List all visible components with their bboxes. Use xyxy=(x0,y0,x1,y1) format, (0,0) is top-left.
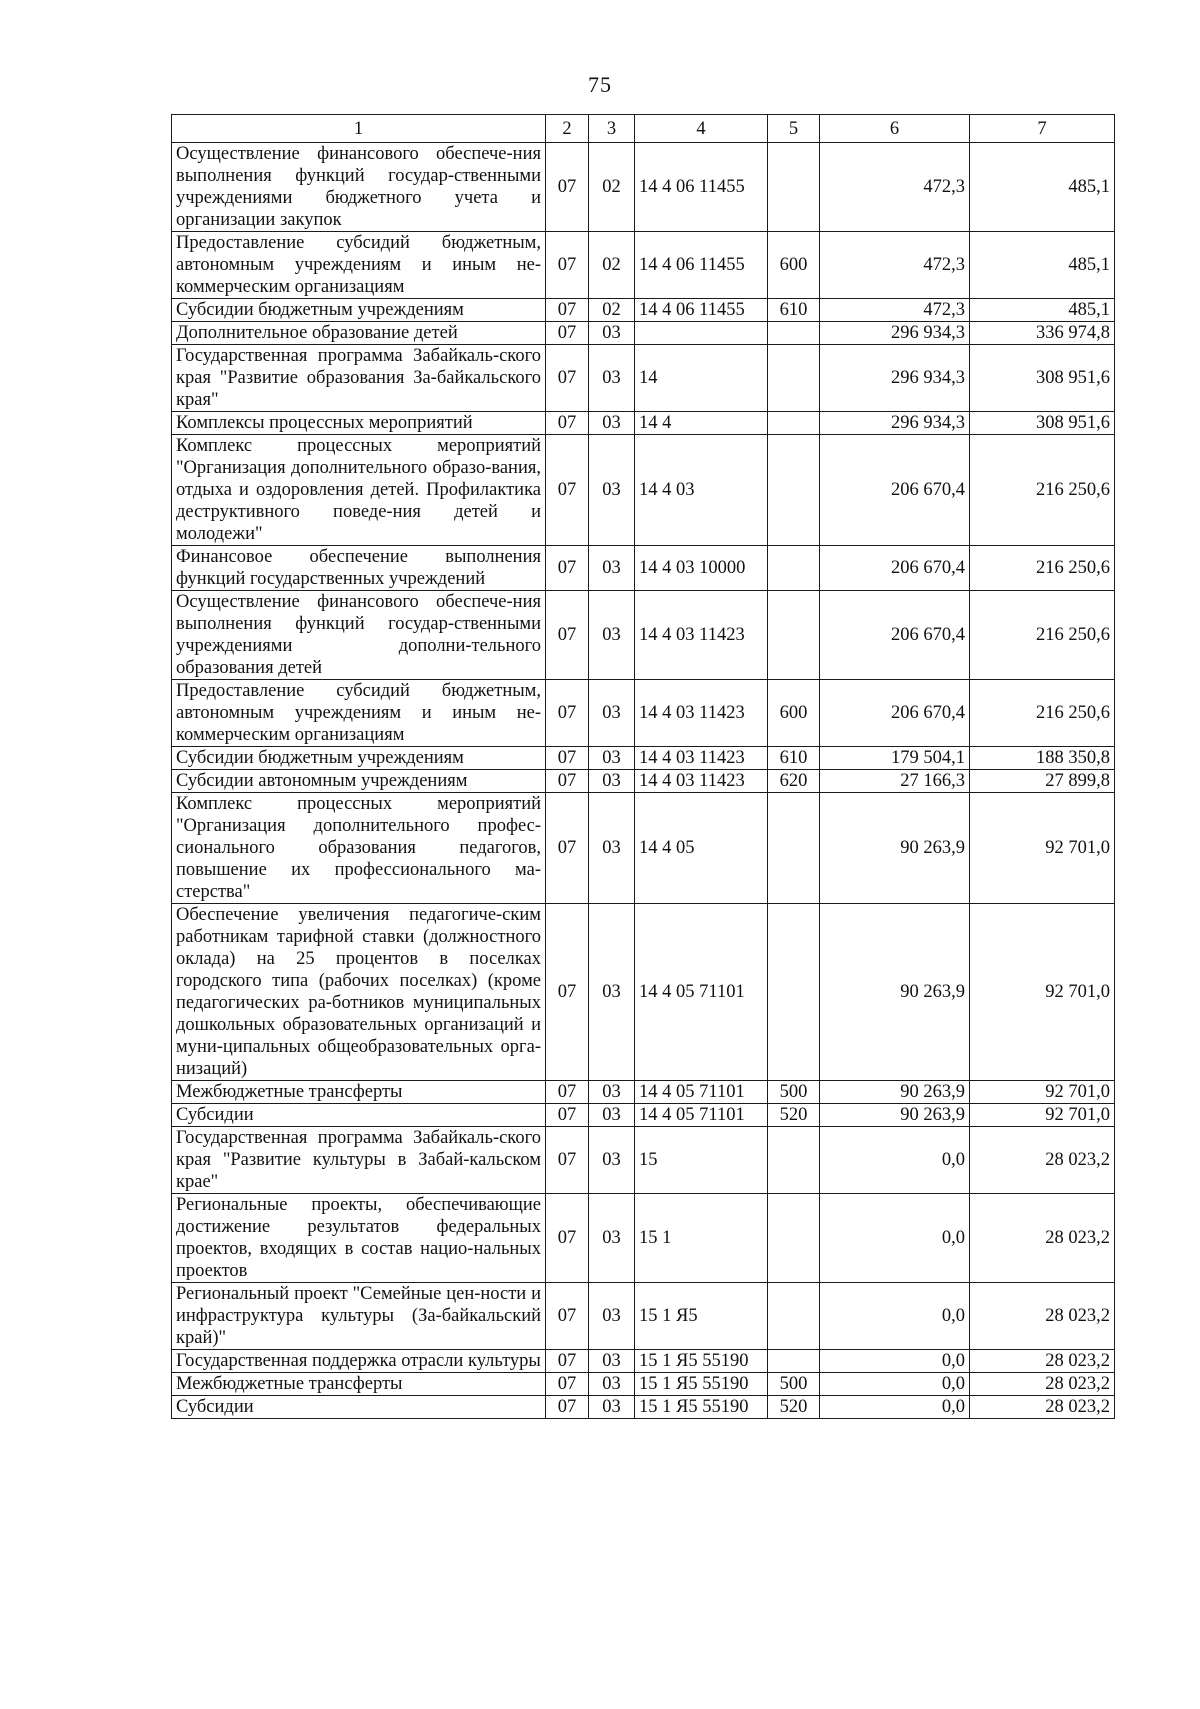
table-row xyxy=(172,143,1115,232)
header-row xyxy=(172,115,1115,143)
section-cell: 07 xyxy=(546,546,589,591)
amount-year1-cell: 90 263,9 xyxy=(820,904,970,1081)
amount-year1-cell: 206 670,4 xyxy=(820,546,970,591)
amount-year2-cell: 28 023,2 xyxy=(970,1283,1115,1350)
target-article-cell: 15 1 Я5 55190 xyxy=(635,1373,768,1396)
subsection-cell: 03 xyxy=(589,1104,635,1127)
amount-year1-cell: 0,0 xyxy=(820,1373,970,1396)
section-cell: 07 xyxy=(546,412,589,435)
amount-year1-cell: 0,0 xyxy=(820,1127,970,1194)
subsection-cell: 03 xyxy=(589,770,635,793)
amount-year2-cell: 28 023,2 xyxy=(970,1396,1115,1419)
expense-type-cell xyxy=(768,143,820,232)
amount-year2-cell: 92 701,0 xyxy=(970,1104,1115,1127)
name-cell: Предоставление субсидий бюджетным, автономным учреждениям и иным не-коммерческим организациям xyxy=(172,680,546,747)
page-number: 75 xyxy=(588,72,612,97)
table-row xyxy=(172,1081,1115,1104)
section-cell: 07 xyxy=(546,1194,589,1283)
expense-type-cell xyxy=(768,1350,820,1373)
amount-year1-cell: 472,3 xyxy=(820,143,970,232)
table-row xyxy=(172,1127,1115,1194)
expense-type-cell: 600 xyxy=(768,232,820,299)
amount-year2-cell: 28 023,2 xyxy=(970,1194,1115,1283)
expense-type-cell xyxy=(768,793,820,904)
name-cell: Региональные проекты, обеспечивающие достижение результатов федеральных проектов, входящих в состав нацио-нальных проектов xyxy=(172,1194,546,1283)
subsection-cell: 03 xyxy=(589,546,635,591)
table-row xyxy=(172,1350,1115,1373)
target-article-cell: 14 4 05 71101 xyxy=(635,1081,768,1104)
name-cell: Субсидии бюджетным учреждениям xyxy=(172,299,546,322)
table-row xyxy=(172,412,1115,435)
table-row xyxy=(172,1396,1115,1419)
name-cell: Государственная программа Забайкаль-ского края "Развитие культуры в Забай-кальском крае" xyxy=(172,1127,546,1194)
table-row xyxy=(172,680,1115,747)
header-cell-5: 5 xyxy=(768,115,820,143)
amount-year1-cell: 90 263,9 xyxy=(820,1104,970,1127)
subsection-cell: 03 xyxy=(589,435,635,546)
subsection-cell: 03 xyxy=(589,322,635,345)
subsection-cell: 03 xyxy=(589,747,635,770)
section-cell: 07 xyxy=(546,770,589,793)
expense-type-cell: 610 xyxy=(768,299,820,322)
subsection-cell: 03 xyxy=(589,1373,635,1396)
target-article-cell: 14 4 03 11423 xyxy=(635,747,768,770)
subsection-cell: 02 xyxy=(589,299,635,322)
amount-year1-cell: 0,0 xyxy=(820,1396,970,1419)
expense-type-cell xyxy=(768,345,820,412)
expense-type-cell xyxy=(768,412,820,435)
name-cell: Субсидии xyxy=(172,1104,546,1127)
header-cell-1: 1 xyxy=(172,115,546,143)
amount-year2-cell: 216 250,6 xyxy=(970,435,1115,546)
amount-year1-cell: 90 263,9 xyxy=(820,1081,970,1104)
subsection-cell: 03 xyxy=(589,1350,635,1373)
amount-year2-cell: 28 023,2 xyxy=(970,1127,1115,1194)
name-cell: Осуществление финансового обеспече-ния выполнения функций государ-ственными учреждениями бюджетного учета и организации закупок xyxy=(172,143,546,232)
subsection-cell: 03 xyxy=(589,793,635,904)
amount-year2-cell: 216 250,6 xyxy=(970,546,1115,591)
amount-year2-cell: 308 951,6 xyxy=(970,412,1115,435)
subsection-cell: 03 xyxy=(589,1396,635,1419)
target-article-cell: 15 1 Я5 55190 xyxy=(635,1350,768,1373)
amount-year2-cell: 92 701,0 xyxy=(970,904,1115,1081)
amount-year1-cell: 296 934,3 xyxy=(820,322,970,345)
table-row xyxy=(172,435,1115,546)
section-cell: 07 xyxy=(546,322,589,345)
table-row xyxy=(172,904,1115,1081)
expense-type-cell: 520 xyxy=(768,1396,820,1419)
amount-year2-cell: 188 350,8 xyxy=(970,747,1115,770)
amount-year1-cell: 90 263,9 xyxy=(820,793,970,904)
amount-year2-cell: 27 899,8 xyxy=(970,770,1115,793)
expense-type-cell xyxy=(768,322,820,345)
name-cell: Дополнительное образование детей xyxy=(172,322,546,345)
subsection-cell: 03 xyxy=(589,904,635,1081)
amount-year2-cell: 485,1 xyxy=(970,143,1115,232)
expense-type-cell: 520 xyxy=(768,1104,820,1127)
amount-year2-cell: 216 250,6 xyxy=(970,591,1115,680)
name-cell: Комплекс процессных мероприятий "Организация дополнительного профес-сионального образования педагогов, повышение их профессионального ма-стерства" xyxy=(172,793,546,904)
table-row xyxy=(172,546,1115,591)
table-row xyxy=(172,1104,1115,1127)
target-article-cell: 15 1 Я5 55190 xyxy=(635,1396,768,1419)
amount-year1-cell: 206 670,4 xyxy=(820,435,970,546)
section-cell: 07 xyxy=(546,793,589,904)
expense-type-cell xyxy=(768,1283,820,1350)
section-cell: 07 xyxy=(546,680,589,747)
amount-year1-cell: 0,0 xyxy=(820,1350,970,1373)
subsection-cell: 03 xyxy=(589,1081,635,1104)
target-article-cell: 15 xyxy=(635,1127,768,1194)
table-row xyxy=(172,770,1115,793)
subsection-cell: 03 xyxy=(589,1127,635,1194)
expense-type-cell xyxy=(768,1127,820,1194)
section-cell: 07 xyxy=(546,1396,589,1419)
target-article-cell: 14 4 03 xyxy=(635,435,768,546)
expense-type-cell: 610 xyxy=(768,747,820,770)
amount-year2-cell: 92 701,0 xyxy=(970,793,1115,904)
name-cell: Комплексы процессных мероприятий xyxy=(172,412,546,435)
table-row xyxy=(172,793,1115,904)
target-article-cell xyxy=(635,322,768,345)
subsection-cell: 03 xyxy=(589,1283,635,1350)
section-cell: 07 xyxy=(546,435,589,546)
section-cell: 07 xyxy=(546,299,589,322)
subsection-cell: 02 xyxy=(589,232,635,299)
amount-year1-cell: 0,0 xyxy=(820,1194,970,1283)
header-cell-6: 6 xyxy=(820,115,970,143)
header-cell-2: 2 xyxy=(546,115,589,143)
header-cell-3: 3 xyxy=(589,115,635,143)
name-cell: Предоставление субсидий бюджетным, автономным учреждениям и иным не-коммерческим организациям xyxy=(172,232,546,299)
name-cell: Финансовое обеспечение выполнения функций государственных учреждений xyxy=(172,546,546,591)
amount-year1-cell: 27 166,3 xyxy=(820,770,970,793)
name-cell: Государственная программа Забайкаль-ского края "Развитие образования За-байкальского края" xyxy=(172,345,546,412)
target-article-cell: 14 4 05 xyxy=(635,793,768,904)
target-article-cell: 14 4 03 11423 xyxy=(635,680,768,747)
section-cell: 07 xyxy=(546,904,589,1081)
section-cell: 07 xyxy=(546,232,589,299)
section-cell: 07 xyxy=(546,143,589,232)
table-row xyxy=(172,322,1115,345)
subsection-cell: 03 xyxy=(589,1194,635,1283)
header-cell-7: 7 xyxy=(970,115,1115,143)
table-row xyxy=(172,1194,1115,1283)
subsection-cell: 03 xyxy=(589,345,635,412)
expense-type-cell: 500 xyxy=(768,1081,820,1104)
target-article-cell: 14 4 06 11455 xyxy=(635,299,768,322)
target-article-cell: 15 1 Я5 xyxy=(635,1283,768,1350)
expense-type-cell xyxy=(768,904,820,1081)
amount-year1-cell: 296 934,3 xyxy=(820,345,970,412)
table-row xyxy=(172,232,1115,299)
section-cell: 07 xyxy=(546,345,589,412)
name-cell: Субсидии бюджетным учреждениям xyxy=(172,747,546,770)
subsection-cell: 02 xyxy=(589,143,635,232)
subsection-cell: 03 xyxy=(589,412,635,435)
section-cell: 07 xyxy=(546,1373,589,1396)
section-cell: 07 xyxy=(546,1350,589,1373)
table-row xyxy=(172,299,1115,322)
table-row xyxy=(172,747,1115,770)
amount-year2-cell: 336 974,8 xyxy=(970,322,1115,345)
name-cell: Обеспечение увеличения педагогиче-ским работникам тарифной ставки (должностного оклада) на 25 процентов в поселках городского типа (рабочих поселках) (кроме педагогических ра-ботников муниципальных дошкольных образовательных организаций и муни-ципальных общеобразовательных орга-низаций) xyxy=(172,904,546,1081)
target-article-cell: 14 4 05 71101 xyxy=(635,904,768,1081)
amount-year2-cell: 28 023,2 xyxy=(970,1350,1115,1373)
name-cell: Осуществление финансового обеспече-ния выполнения функций государ-ственными учреждениями дополни-тельного образования детей xyxy=(172,591,546,680)
target-article-cell: 14 4 03 10000 xyxy=(635,546,768,591)
subsection-cell: 03 xyxy=(589,680,635,747)
target-article-cell: 14 xyxy=(635,345,768,412)
name-cell: Субсидии xyxy=(172,1396,546,1419)
header-cell-4: 4 xyxy=(635,115,768,143)
amount-year1-cell: 206 670,4 xyxy=(820,591,970,680)
target-article-cell: 15 1 xyxy=(635,1194,768,1283)
section-cell: 07 xyxy=(546,1081,589,1104)
table-body xyxy=(172,115,1115,1419)
section-cell: 07 xyxy=(546,591,589,680)
amount-year2-cell: 485,1 xyxy=(970,299,1115,322)
section-cell: 07 xyxy=(546,1127,589,1194)
section-cell: 07 xyxy=(546,1104,589,1127)
target-article-cell: 14 4 03 11423 xyxy=(635,591,768,680)
expense-type-cell: 500 xyxy=(768,1373,820,1396)
amount-year1-cell: 206 670,4 xyxy=(820,680,970,747)
name-cell: Комплекс процессных мероприятий "Организация дополнительного образо-вания, отдыха и оздоровления детей. Профилактика деструктивного поведе-ния детей и молодежи" xyxy=(172,435,546,546)
target-article-cell: 14 4 06 11455 xyxy=(635,232,768,299)
name-cell: Субсидии автономным учреждениям xyxy=(172,770,546,793)
table-row xyxy=(172,1283,1115,1350)
expense-type-cell: 620 xyxy=(768,770,820,793)
name-cell: Региональный проект "Семейные цен-ности и инфраструктура культуры (За-байкальский край)" xyxy=(172,1283,546,1350)
name-cell: Государственная поддержка отрасли культуры xyxy=(172,1350,546,1373)
amount-year1-cell: 0,0 xyxy=(820,1283,970,1350)
expense-type-cell xyxy=(768,546,820,591)
name-cell: Межбюджетные трансферты xyxy=(172,1373,546,1396)
table-row xyxy=(172,345,1115,412)
expense-type-cell: 600 xyxy=(768,680,820,747)
budget-table xyxy=(171,114,1115,1419)
amount-year1-cell: 296 934,3 xyxy=(820,412,970,435)
target-article-cell: 14 4 05 71101 xyxy=(635,1104,768,1127)
subsection-cell: 03 xyxy=(589,591,635,680)
section-cell: 07 xyxy=(546,747,589,770)
table-row xyxy=(172,591,1115,680)
amount-year1-cell: 472,3 xyxy=(820,232,970,299)
expense-type-cell xyxy=(768,435,820,546)
target-article-cell: 14 4 06 11455 xyxy=(635,143,768,232)
amount-year2-cell: 92 701,0 xyxy=(970,1081,1115,1104)
name-cell: Межбюджетные трансферты xyxy=(172,1081,546,1104)
target-article-cell: 14 4 03 11423 xyxy=(635,770,768,793)
expense-type-cell xyxy=(768,1194,820,1283)
target-article-cell: 14 4 xyxy=(635,412,768,435)
amount-year1-cell: 179 504,1 xyxy=(820,747,970,770)
amount-year2-cell: 28 023,2 xyxy=(970,1373,1115,1396)
amount-year2-cell: 308 951,6 xyxy=(970,345,1115,412)
section-cell: 07 xyxy=(546,1283,589,1350)
amount-year2-cell: 485,1 xyxy=(970,232,1115,299)
amount-year2-cell: 216 250,6 xyxy=(970,680,1115,747)
amount-year1-cell: 472,3 xyxy=(820,299,970,322)
expense-type-cell xyxy=(768,591,820,680)
table-row xyxy=(172,1373,1115,1396)
